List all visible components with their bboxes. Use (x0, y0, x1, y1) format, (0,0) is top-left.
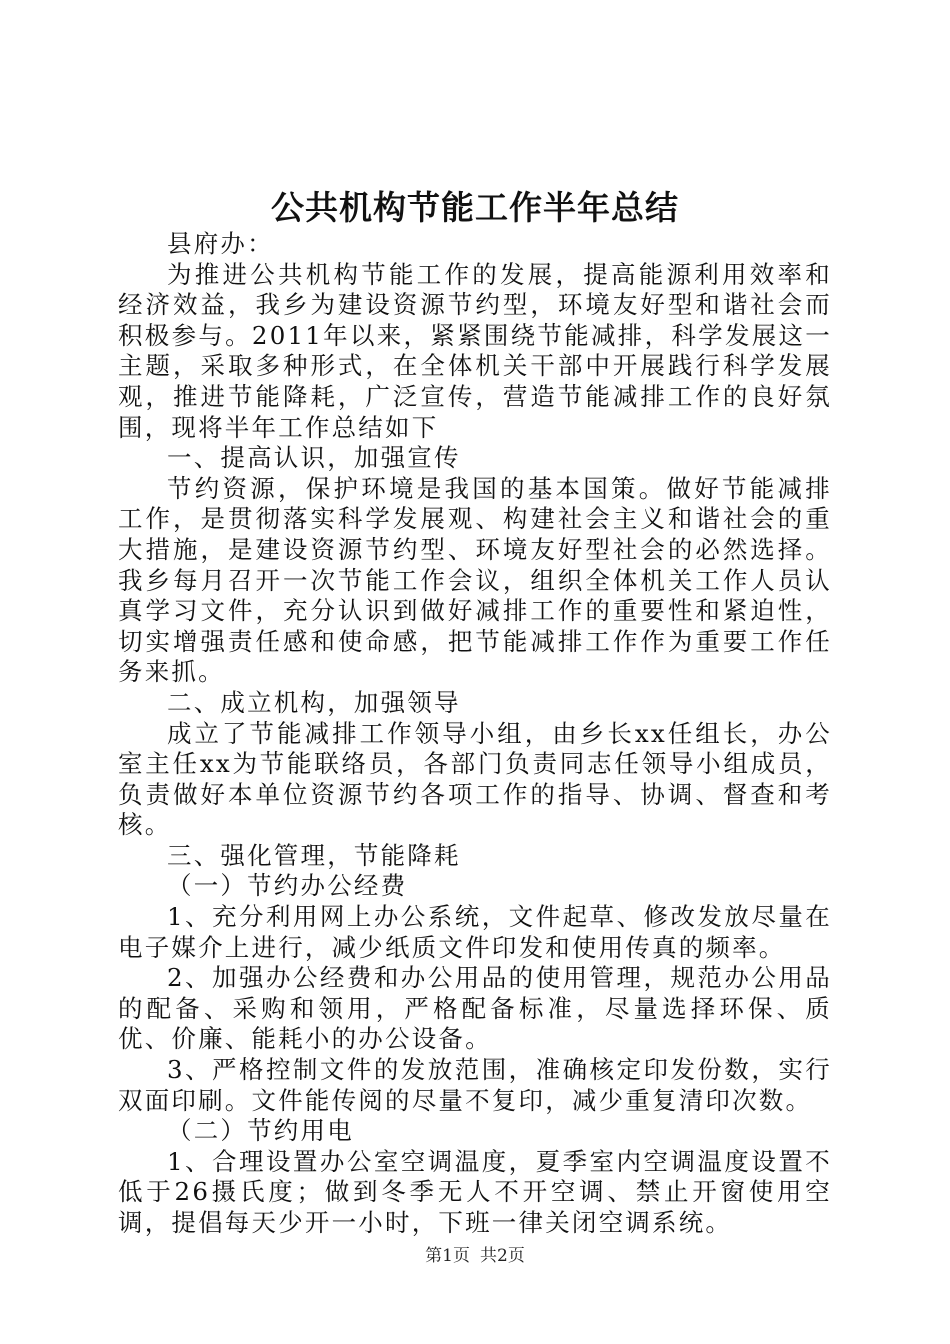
subsection-heading-1: （一）节约办公经费 (167, 871, 408, 901)
section-1-paragraph: 节约资源，保护环境是我国的基本国策。做好节能减排工作，是贯彻落实科学发展观、构建社会主义和谐社会的重大措施，是建设资源节约型、环境友好型社会的必然选择。我乡每月召开一次节能工作会议，组织全体机关工作人员认真学习文件，充分认识到做好减排工作的重要性和紧迫性，切实增强责任感和使命感，把节能减排工作作为重要工作任务来抓。 (118, 473, 832, 687)
section-heading-1: 一、提高认识，加强宣传 (167, 443, 461, 473)
document-body (118, 229, 832, 1239)
subsection-heading-2: （二）节约用电 (167, 1116, 354, 1146)
intro-paragraph: 为推进公共机构节能工作的发展，提高能源利用效率和经济效益，我乡为建设资源节约型，环境友好型和谐社会而积极参与。2011年以来，紧紧围绕节能减排，科学发展这一主题，采取多种形式，在全体机关干部中开展践行科学发展观，推进节能降耗，广泛宣传，营造节能减排工作的良好氛围，现将半年工作总结如下 (118, 259, 832, 442)
salutation: 县府办： (167, 229, 274, 258)
page-total: 共2页 (480, 1246, 525, 1266)
section-2-paragraph: 成立了节能减排工作领导小组，由乡长xx任组长，办公室主任xx为节能联络员，各部门负责同志任领导小组成员，负责做好本单位资源节约各项工作的指导、协调、督查和考核。 (118, 718, 832, 840)
section-heading-2: 二、成立机构，加强领导 (167, 687, 461, 717)
section-heading-3: 三、强化管理，节能降耗 (167, 840, 461, 870)
list-item: 2、加强办公经费和办公用品的使用管理，规范办公用品的配备、采购和领用，严格配备标准，尽量选择环保、质优、价廉、能耗小的办公设备。 (118, 963, 832, 1054)
list-item: 1、充分利用网上办公系统，文件起草、修改发放尽量在电子媒介上进行，减少纸质文件印发和使用传真的频率。 (118, 902, 832, 962)
page-footer (0, 1244, 950, 1268)
page-number: 第1页 (425, 1246, 470, 1266)
document-title: 公共机构节能工作半年总结 (271, 188, 679, 227)
list-item: 3、严格控制文件的发放范围，准确核定印发份数，实行双面印刷。文件能传阅的尽量不复印，减少重复清印次数。 (118, 1055, 832, 1115)
list-item: 1、合理设置办公室空调温度，夏季室内空调温度设置不低于26摄氏度；做到冬季无人不开空调、禁止开窗使用空调，提倡每天少开一小时，下班一律关闭空调系统。 (118, 1146, 832, 1237)
